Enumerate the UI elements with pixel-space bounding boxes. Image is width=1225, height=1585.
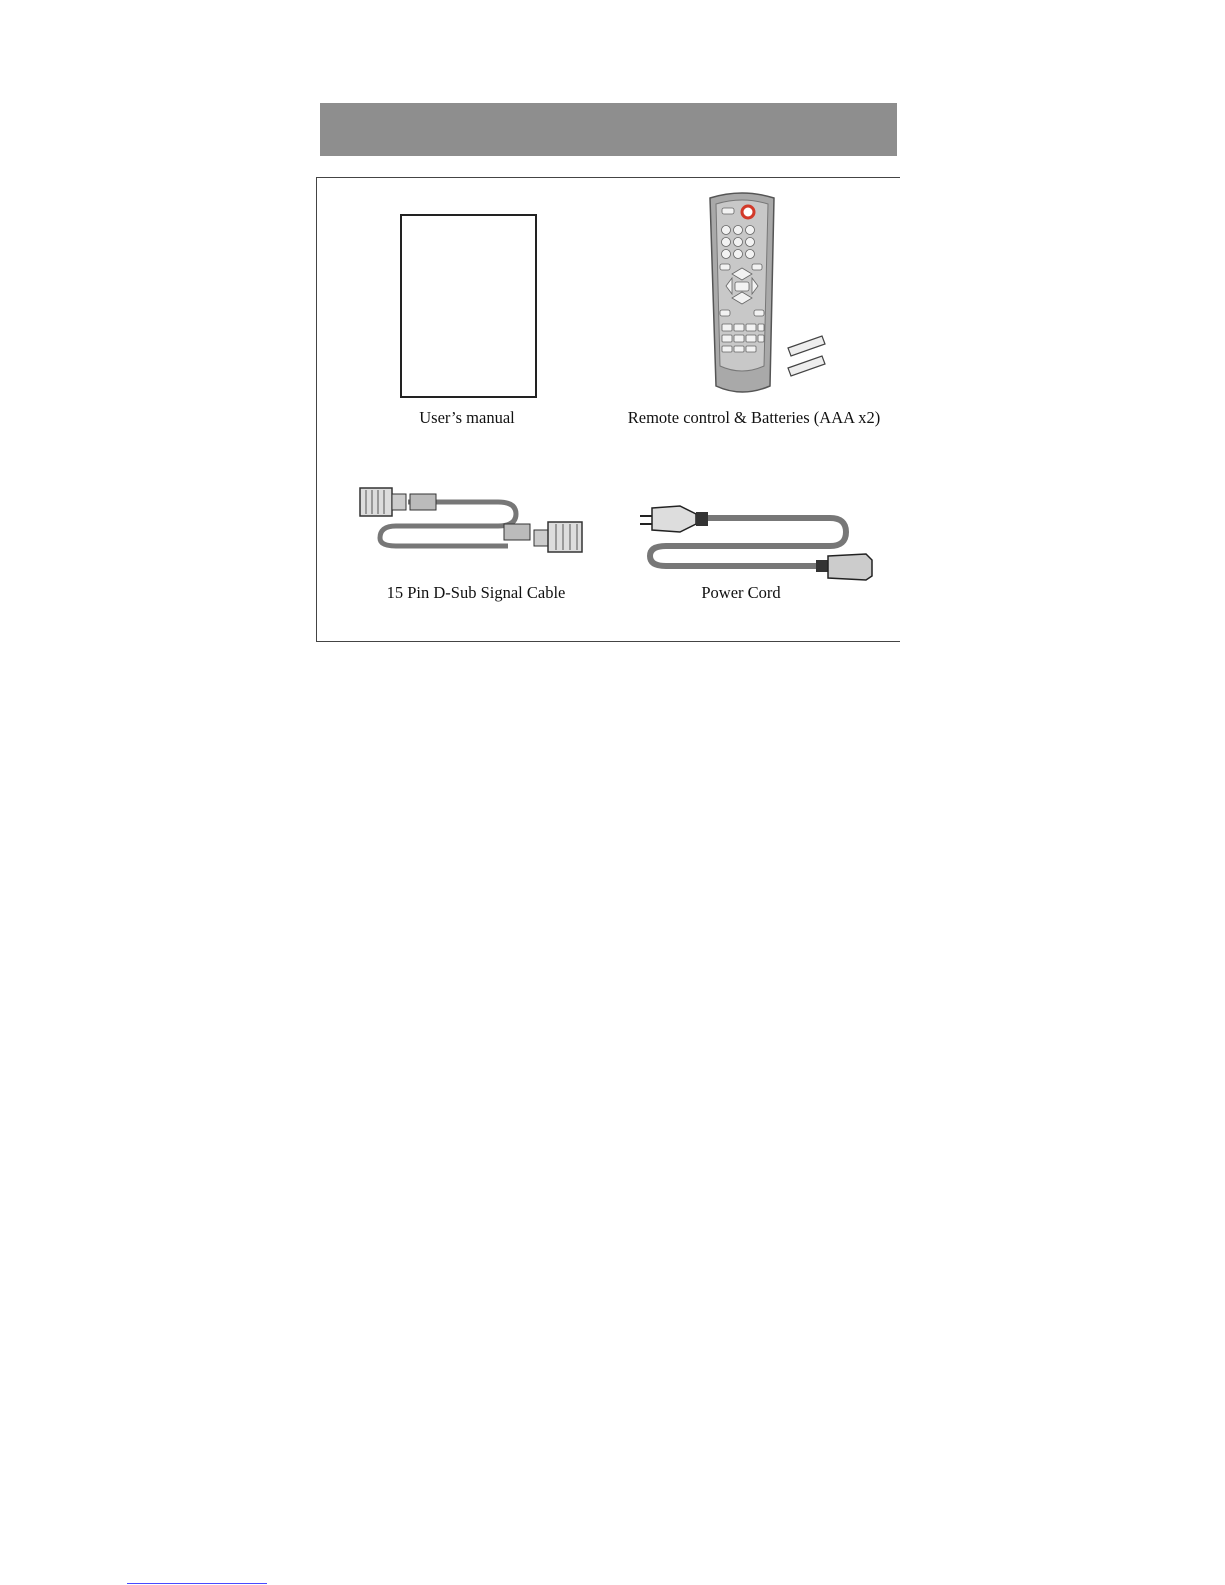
batteries-icon	[788, 336, 825, 376]
manual-icon	[400, 214, 537, 398]
vga-cable-label: 15 Pin D-Sub Signal Cable	[386, 583, 566, 602]
remote-control-icon	[690, 190, 850, 400]
remote-label: Remote control & Batteries (AAA x2)	[627, 408, 881, 427]
section-header-bar	[320, 103, 897, 156]
footnote-rule	[127, 1583, 267, 1584]
manual-label: User’s manual	[419, 408, 515, 427]
vga-cable-icon	[358, 480, 588, 570]
power-cord-icon	[640, 500, 875, 580]
power-cord-label: Power Cord	[701, 583, 781, 602]
